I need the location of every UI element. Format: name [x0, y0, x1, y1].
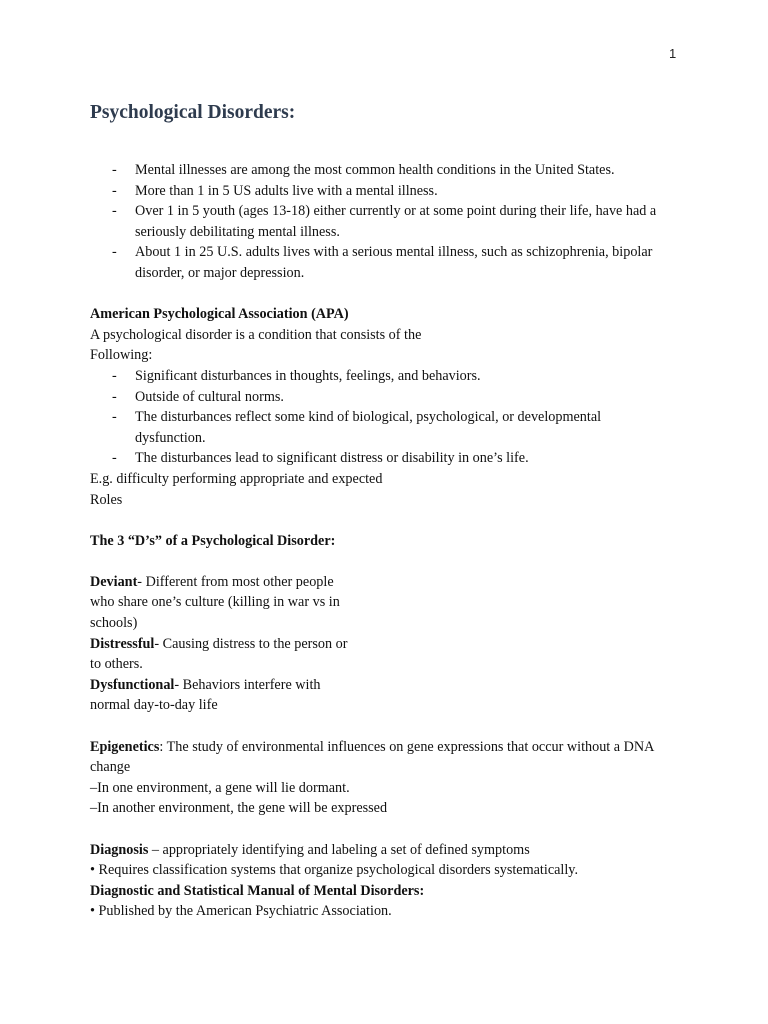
diagnosis-bullet: • Requires classification systems that organize psychological disorders systematically.: [90, 862, 579, 879]
intro-bullet-list: [90, 160, 670, 284]
dysfunctional-definition: Dysfunctional- Behaviors interfere with normal day-to-day life: [90, 676, 321, 714]
list-item: [90, 242, 670, 283]
apa-example: E.g. difficulty performing appropriate and expected: [90, 470, 383, 487]
bullet-text: The disturbances lead to significant distress or disability in one’s life.: [135, 450, 529, 467]
diagnosis-term: Diagnosis: [90, 841, 149, 858]
epigenetics-line: –In one environment, a gene will lie dormant.: [90, 779, 350, 796]
distressful-definition: Distressful- Causing distress to the person or to others.: [90, 635, 348, 673]
list-item: [90, 201, 670, 242]
deviant-definition: Deviant- Different from most other people who share one’s culture (killing in war vs in schools): [90, 573, 340, 632]
dash-bullet: -: [112, 450, 117, 467]
dash-bullet: -: [112, 244, 117, 261]
epigenetics-term: Epigenetics: [90, 738, 160, 755]
dash-bullet: -: [112, 388, 117, 405]
dsm-bullet: • Published by the American Psychiatric Association.: [90, 903, 392, 920]
apa-definition: A psychological disorder is a condition that consists of the: [90, 326, 422, 343]
bullet-text: Significant disturbances in thoughts, feelings, and behaviors.: [135, 367, 481, 384]
bullet-text: Over 1 in 5 youth (ages 13-18) either currently or at some point during their life, have had a seriously debilitating mental illness.: [135, 203, 657, 240]
distressful-term: Distressful: [90, 635, 155, 652]
epigenetics-definition: Epigenetics: The study of environmental influences on gene expressions that occur without a DNA change: [90, 738, 654, 776]
dsm-heading: Diagnostic and Statistical Manual of Mental Disorders:: [90, 882, 425, 899]
bullet-text: More than 1 in 5 US adults live with a mental illness.: [135, 182, 438, 199]
list-item: [90, 181, 670, 202]
document-body: [90, 160, 670, 922]
diagnosis-definition: Diagnosis – appropriately identifying and labeling a set of defined symptoms: [90, 841, 530, 858]
apa-bullet-list: [90, 366, 670, 469]
three-ds-list: [90, 572, 352, 716]
apa-example-continued: Roles: [90, 491, 123, 508]
page-title: Psychological Disorders:: [90, 102, 296, 123]
list-item: [90, 387, 670, 408]
bullet-text: The disturbances reflect some kind of biological, psychological, or developmental dysfunction.: [135, 409, 602, 446]
epigenetics-line: –In another environment, the gene will be expressed: [90, 800, 388, 817]
dash-bullet: -: [112, 409, 117, 426]
page-number: 1: [669, 46, 677, 61]
dash-bullet: -: [112, 182, 117, 199]
list-item: [90, 366, 670, 387]
bullet-text: Outside of cultural norms.: [135, 388, 284, 405]
list-item: [90, 407, 670, 448]
bullet-text: Mental illnesses are among the most common health conditions in the United States.: [135, 162, 615, 178]
dash-bullet: -: [112, 162, 117, 178]
dash-bullet: -: [112, 367, 117, 384]
bullet-text: About 1 in 25 U.S. adults lives with a serious mental illness, such as schizophrenia, bipolar disorder, or major depression.: [135, 244, 653, 281]
three-ds-heading: The 3 “D’s” of a Psychological Disorder:: [90, 532, 336, 549]
list-item: [90, 160, 670, 181]
dysfunctional-term: Dysfunctional: [90, 676, 175, 693]
dash-bullet: -: [112, 203, 117, 220]
list-item: [90, 448, 670, 469]
apa-heading: American Psychological Association (APA): [90, 306, 349, 323]
apa-definition-continued: Following:: [90, 347, 153, 364]
deviant-term: Deviant: [90, 573, 138, 590]
